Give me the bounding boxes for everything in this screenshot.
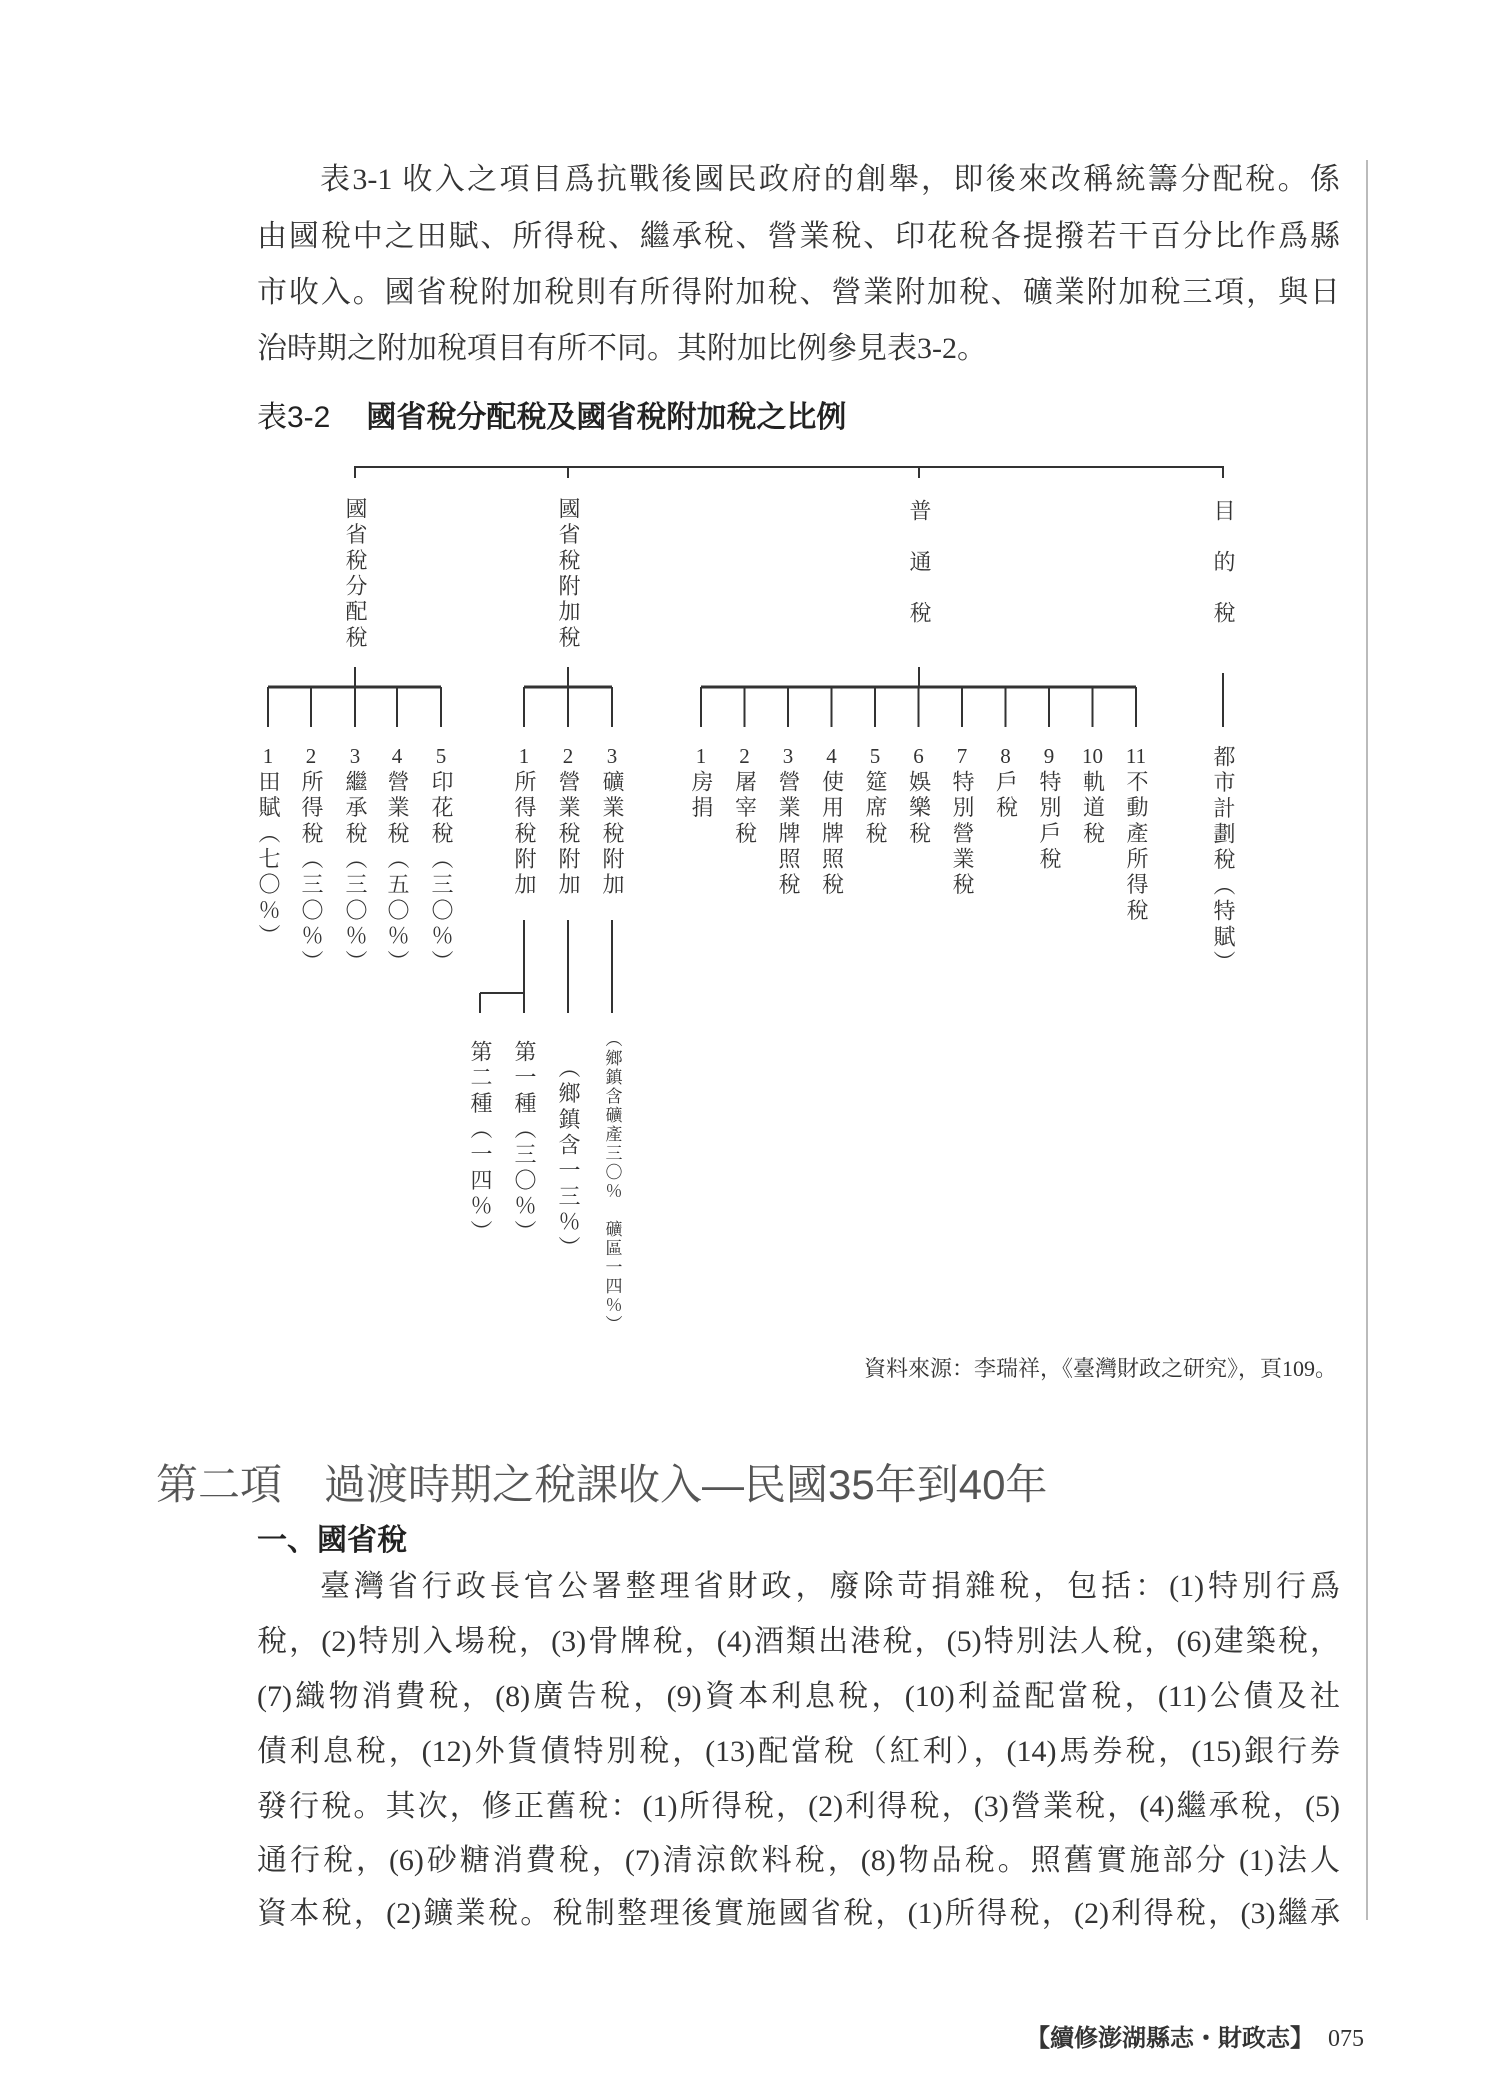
body-line: 債利息稅，(12)外貨債特別稅，(13)配當稅（紅利），(14)馬券稅，(15)銀行券	[257, 1735, 1340, 1768]
item-number: 8	[1000, 744, 1011, 768]
item-number: 11	[1125, 744, 1147, 768]
item-number: 5	[435, 744, 447, 768]
body-line: 稅，(2)特別入場稅，(3)骨牌稅，(4)酒類出港稅，(5)特別法人稅，(6)建築稅，	[257, 1625, 1340, 1658]
subsection-heading: 一、國省稅	[257, 1524, 407, 1557]
section-heading: 第二項 過渡時期之稅課收入—民國35年到40年	[156, 1461, 1048, 1508]
tax-item-label: 所得稅（三〇％）	[299, 770, 324, 976]
page-footer	[1026, 2018, 1364, 2053]
tax-item-label: 軌道稅	[1080, 770, 1106, 848]
sub-item-label: 第二種（一四％）	[468, 1040, 493, 1246]
body-line: (7)織物消費稅，(8)廣告稅，(9)資本利息稅，(10)利益配當稅，(11)公債及社	[257, 1680, 1340, 1713]
item-number: 1	[262, 744, 274, 768]
tax-item-label: 印花稅（三〇％）	[429, 770, 454, 976]
tax-item-label: 營業牌照稅	[776, 770, 801, 899]
table-title-text: 國省稅分配稅及國省稅附加稅之比例	[366, 401, 847, 434]
body-line: 資本稅，(2)鑛業稅。稅制整理後實施國省稅，(1)所得稅，(2)利得稅，(3)繼承	[257, 1897, 1340, 1930]
item-number: 3	[606, 744, 618, 768]
tax-item-label: 筵席稅	[863, 770, 888, 848]
category-label: 普通稅	[907, 499, 932, 652]
tax-item-label: 都市計劃稅（特賦）	[1211, 745, 1236, 977]
page-number: 075	[1328, 2026, 1364, 2052]
intro-line: 由國稅中之田賦、所得稅、繼承稅、營業稅、印花稅各提撥若干百分比作爲縣	[257, 220, 1340, 253]
tax-item-label: 所得稅附加	[512, 770, 537, 899]
table-number: 表3-2	[257, 401, 331, 434]
tax-item-label: 營業稅（五〇％）	[385, 770, 410, 976]
item-number: 2	[562, 744, 574, 768]
category-label: 國省稅附加稅	[556, 497, 581, 652]
item-number: 3	[782, 744, 794, 768]
item-number: 2	[305, 744, 317, 768]
category-label: 國省稅分配稅	[343, 497, 368, 652]
tax-item-label: 特別營業稅	[950, 770, 975, 899]
tax-item-label: 屠宰稅	[732, 770, 758, 848]
body-line: 發行稅。其次，修正舊稅：(1)所得稅，(2)利得稅，(3)營業稅，(4)繼承稅，(5)	[257, 1790, 1340, 1823]
intro-line: 市收入。國省稅附加稅則有所得附加稅、營業附加稅、礦業附加稅三項，與日	[257, 276, 1340, 309]
tax-item-label: 房捐	[689, 770, 714, 822]
tax-item-label: 營業稅附加	[556, 770, 581, 899]
tax-item-label: 不動產所得稅	[1124, 770, 1149, 925]
item-number: 5	[869, 744, 881, 768]
table-source: 資料來源：李瑞祥，《臺灣財政之研究》，頁109。	[863, 1356, 1337, 1381]
sub-item-label: （鄉鎮含一三％）	[556, 1056, 581, 1262]
body-line: 通行稅，(6)砂糖消費稅，(7)清涼飲料稅，(8)物品稅。照舊實施部分 (1)法人	[257, 1844, 1340, 1877]
intro-line: 表3-1 收入之項目爲抗戰後國民政府的創舉，即後來改稱統籌分配稅。係	[320, 163, 1340, 196]
item-number: 3	[349, 744, 361, 768]
item-number: 1	[695, 744, 707, 768]
tax-item-label: 繼承稅（三〇％）	[343, 770, 368, 976]
tax-item-label: 使用牌照稅	[819, 770, 845, 899]
item-number: 1	[518, 744, 530, 768]
item-number: 4	[391, 744, 403, 768]
item-number: 2	[739, 744, 750, 768]
sub-item-label: （鄉鎮含礦產三〇％ 礦區一四％）	[602, 1030, 622, 1334]
tax-item-label: 娛樂稅	[906, 770, 932, 848]
item-number: 4	[826, 744, 837, 768]
category-label: 目的稅	[1211, 499, 1236, 652]
item-number: 10	[1082, 744, 1103, 768]
tax-item-label: 礦業稅附加	[600, 770, 625, 899]
item-number: 6	[913, 744, 924, 768]
item-number: 9	[1043, 744, 1055, 768]
sub-item-label: 第一種（三〇％）	[512, 1040, 537, 1246]
body-line: 臺灣省行政長官公署整理省財政，廢除苛捐雜稅，包括：(1)特別行爲	[320, 1570, 1340, 1603]
intro-line: 治時期之附加稅項目有所不同。其附加比例參見表3-2。	[257, 332, 987, 365]
item-number: 7	[956, 744, 968, 768]
tax-item-label: 戶稅	[993, 770, 1019, 822]
book-title: 【續修澎湖縣志・財政志】	[1026, 2026, 1314, 2052]
tax-item-label: 特別戶稅	[1037, 770, 1062, 873]
tax-item-label: 田賦（七〇％）	[256, 770, 281, 950]
